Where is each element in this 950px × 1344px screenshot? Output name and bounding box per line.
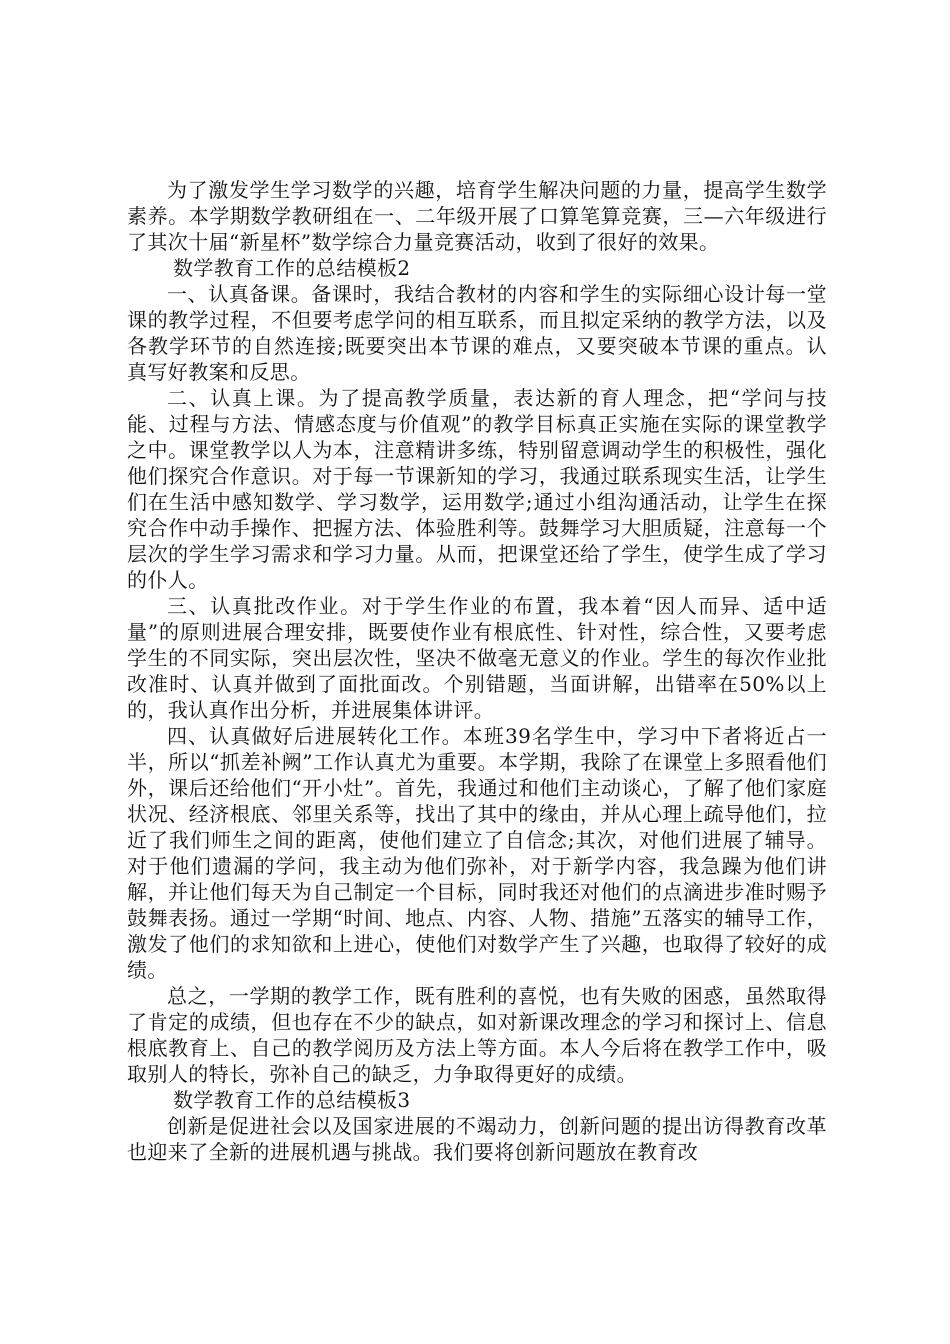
section-heading-2: 数学教育工作的总结模板2 [173, 256, 411, 280]
paragraph-intro: 为了激发学生学习数学的兴趣，培育学生解决问题的力量，提高学生数学素养。本学期数学教研组在一、二年级开展了口算笔算竞赛，三—六年级进行了其次十届“新星杯”数学综合力量竞赛活动，收到了很好的效果。 [127, 178, 827, 254]
document-body [127, 177, 827, 1165]
paragraph-lesson-prep: 一、认真备课。备课时，我结合教材的内容和学生的实际细心设计每一堂课的教学过程，不但要考虑学问的相互联系，而且拟定采纳的教学方法，以及各教学环节的自然连接;既要突出本节课的难点，又要突破本节课的重点。认真写好教案和反思。 [127, 282, 827, 384]
paragraph-teaching: 二、认真上课。为了提高教学质量，表达新的育人理念，把“学问与技能、过程与方法、情感态度与价值观”的教学目标真正实施在实际的课堂教学之中。课堂教学以人为本，注意精讲多练，特别留意调动学生的积极性，强化他们探究合作意识。对于每一节课新知的学习，我通过联系现实生活，让学生们在生活中感知数学、学习数学，运用数学;通过小组沟通活动，让学生在探究合作中动手操作、把握方法、体验胜利等。鼓舞学习大胆质疑，注意每一个层次的学生学习需求和学习力量。从而，把课堂还给了学生，使学生成了学习的仆人。 [127, 386, 827, 592]
paragraph-tutoring: 四、认真做好后进展转化工作。本班39名学生中，学习中下者将近占一半，所以“抓差补阙”工作认真尤为重要。本学期，我除了在课堂上多照看他们外，课后还给他们“开小灶”。首先，我通过和他们主动谈心，了解了他们家庭状况、经济根底、邻里关系等，找出了其中的缘由，并从心理上疏导他们，拉近了我们师生之间的距离，使他们建立了自信念;其次，对他们进展了辅导。对于他们遗漏的学问，我主动为他们弥补，对于新学内容，我急躁为他们讲解，并让他们每天为自己制定一个目标，同时我还对他们的点滴进步准时赐予鼓舞表扬。通过一学期“时间、地点、内容、人物、措施”五落实的辅导工作，激发了他们的求知欲和上进心，使他们对数学产生了兴趣，也取得了较好的成绩。 [127, 724, 827, 982]
paragraph-innovation: 创新是促进社会以及国家进展的不竭动力，创新问题的提出访得教育改革也迎来了全新的进展机遇与挑战。我们要将创新问题放在教育改 [127, 1114, 827, 1164]
section-heading-3: 数学教育工作的总结模板3 [173, 1088, 411, 1112]
paragraph-homework: 三、认真批改作业。对于学生作业的布置，我本着“因人而异、适中适量”的原则进展合理安排，既要使作业有根底性、针对性，综合性，又要考虑学生的不同实际，突出层次性，坚决不做毫无意义的作业。学生的每次作业批改准时、认真并做到了面批面改。个别错题，当面讲解，出错率在50%以上的，我认真作出分析，并进展集体讲评。 [127, 594, 827, 722]
paragraph-conclusion: 总之，一学期的教学工作，既有胜利的喜悦，也有失败的困惑，虽然取得了肯定的成绩，但也存在不少的缺点，如对新课改理念的学习和探讨上、信息根底教育上、自己的教学阅历及方法上等方面。本人今后将在教学工作中，吸取别人的特长，弥补自己的缺乏，力争取得更好的成绩。 [127, 984, 827, 1086]
